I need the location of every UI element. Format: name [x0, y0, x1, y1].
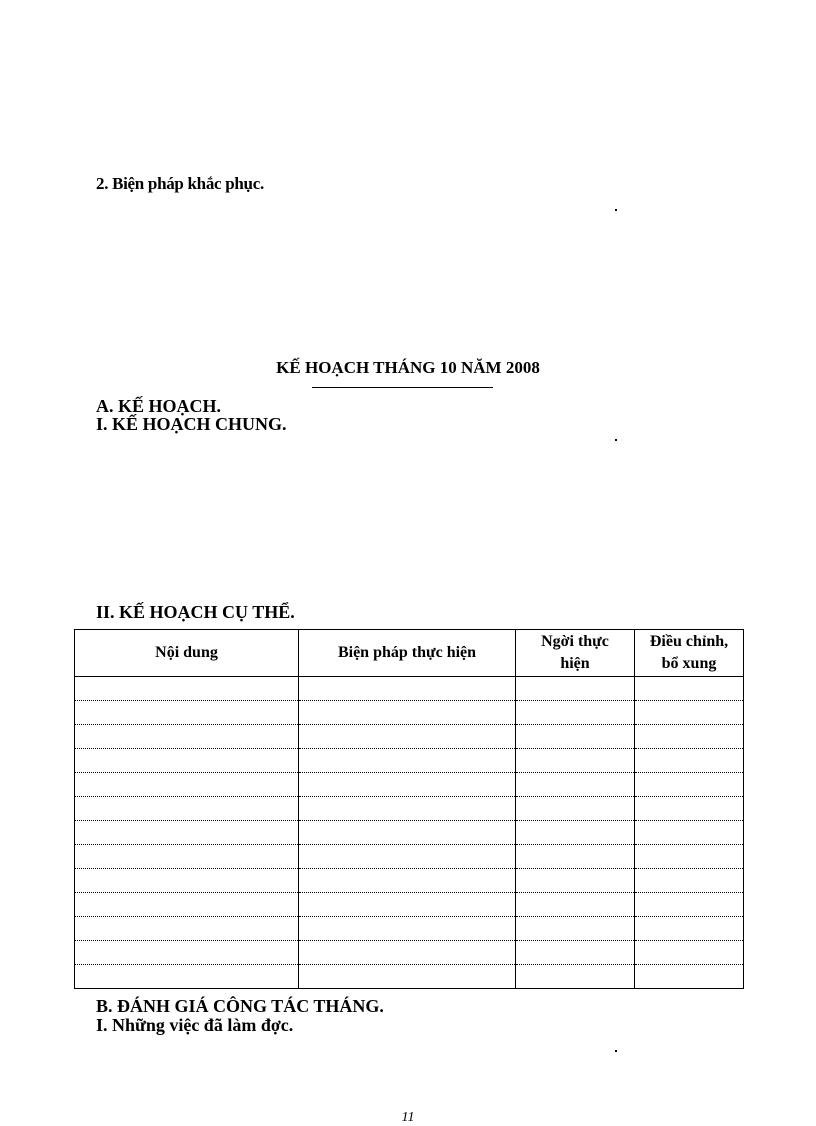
- table-cell: [635, 869, 744, 893]
- table-cell: [516, 797, 635, 821]
- part-b-1-heading: I. Những việc đã làm đợc.: [96, 1015, 294, 1035]
- table-cell: [75, 701, 299, 725]
- table-row: [75, 965, 744, 989]
- table-row: [75, 821, 744, 845]
- table-cell: [516, 773, 635, 797]
- table-cell: [635, 701, 744, 725]
- table-cell: [516, 917, 635, 941]
- table-cell: [75, 773, 299, 797]
- table-row: [75, 725, 744, 749]
- part-a-2-heading: II. KẾ HOẠCH CỤ THỂ.: [96, 602, 295, 622]
- stray-dot: [615, 439, 617, 441]
- table-cell: [299, 821, 516, 845]
- table-cell: [299, 797, 516, 821]
- table-cell: [516, 725, 635, 749]
- table-body: [75, 677, 744, 989]
- table-cell: [516, 749, 635, 773]
- table-row: [75, 941, 744, 965]
- table-cell: [516, 701, 635, 725]
- section-2-title: 2. Biện pháp khắc phục.: [96, 174, 264, 193]
- table-row: [75, 893, 744, 917]
- col-header-content: Nội dung: [75, 630, 299, 677]
- table-cell: [516, 869, 635, 893]
- table-cell: [635, 773, 744, 797]
- table-cell: [75, 845, 299, 869]
- table-cell: [635, 677, 744, 701]
- table-cell: [299, 869, 516, 893]
- table-cell: [75, 677, 299, 701]
- table-cell: [75, 941, 299, 965]
- table-cell: [299, 701, 516, 725]
- table-cell: [75, 725, 299, 749]
- table-cell: [75, 749, 299, 773]
- table-row: [75, 773, 744, 797]
- table-cell: [516, 941, 635, 965]
- table-row: [75, 797, 744, 821]
- part-a-heading: A. KẾ HOẠCH.: [96, 396, 222, 416]
- table-cell: [299, 845, 516, 869]
- table-cell: [299, 749, 516, 773]
- table-cell: [75, 917, 299, 941]
- table-cell: [635, 941, 744, 965]
- table-cell: [75, 797, 299, 821]
- table-row: [75, 701, 744, 725]
- table-cell: [299, 773, 516, 797]
- table-cell: [635, 917, 744, 941]
- table-cell: [635, 725, 744, 749]
- table-cell: [516, 845, 635, 869]
- table-cell: [75, 821, 299, 845]
- table-row: [75, 845, 744, 869]
- stray-dot: [615, 1050, 617, 1052]
- table-cell: [635, 797, 744, 821]
- table-row: [75, 869, 744, 893]
- table-cell: [75, 965, 299, 989]
- col-header-method: Biện pháp thực hiện: [299, 630, 516, 677]
- table-cell: [635, 845, 744, 869]
- plan-table: [74, 629, 744, 989]
- table-cell: [635, 965, 744, 989]
- table-cell: [635, 821, 744, 845]
- table-cell: [299, 965, 516, 989]
- table-cell: [635, 749, 744, 773]
- table-cell: [75, 893, 299, 917]
- title-underline: [312, 387, 493, 388]
- table-cell: [299, 725, 516, 749]
- table-cell: [516, 965, 635, 989]
- table-cell: [516, 677, 635, 701]
- stray-dot: [615, 209, 617, 211]
- table-cell: [299, 917, 516, 941]
- table-header-row: [75, 630, 744, 677]
- table-cell: [299, 677, 516, 701]
- table-cell: [299, 941, 516, 965]
- plan-title: KẾ HOẠCH THÁNG 10 NĂM 2008: [276, 358, 540, 377]
- table-cell: [299, 893, 516, 917]
- table-cell: [635, 893, 744, 917]
- table-cell: [516, 893, 635, 917]
- table-row: [75, 917, 744, 941]
- table-cell: [516, 821, 635, 845]
- table-row: [75, 749, 744, 773]
- part-a-1-heading: I. KẾ HOẠCH CHUNG.: [96, 414, 287, 434]
- table-cell: [75, 869, 299, 893]
- page-number: 11: [401, 1110, 415, 1125]
- col-header-adjustment: Điều chỉnh, bổ xung: [635, 630, 744, 677]
- col-header-person: Ngời thực hiện: [516, 630, 635, 677]
- part-b-heading: B. ĐÁNH GIÁ CÔNG TÁC THÁNG.: [96, 996, 384, 1016]
- table-row: [75, 677, 744, 701]
